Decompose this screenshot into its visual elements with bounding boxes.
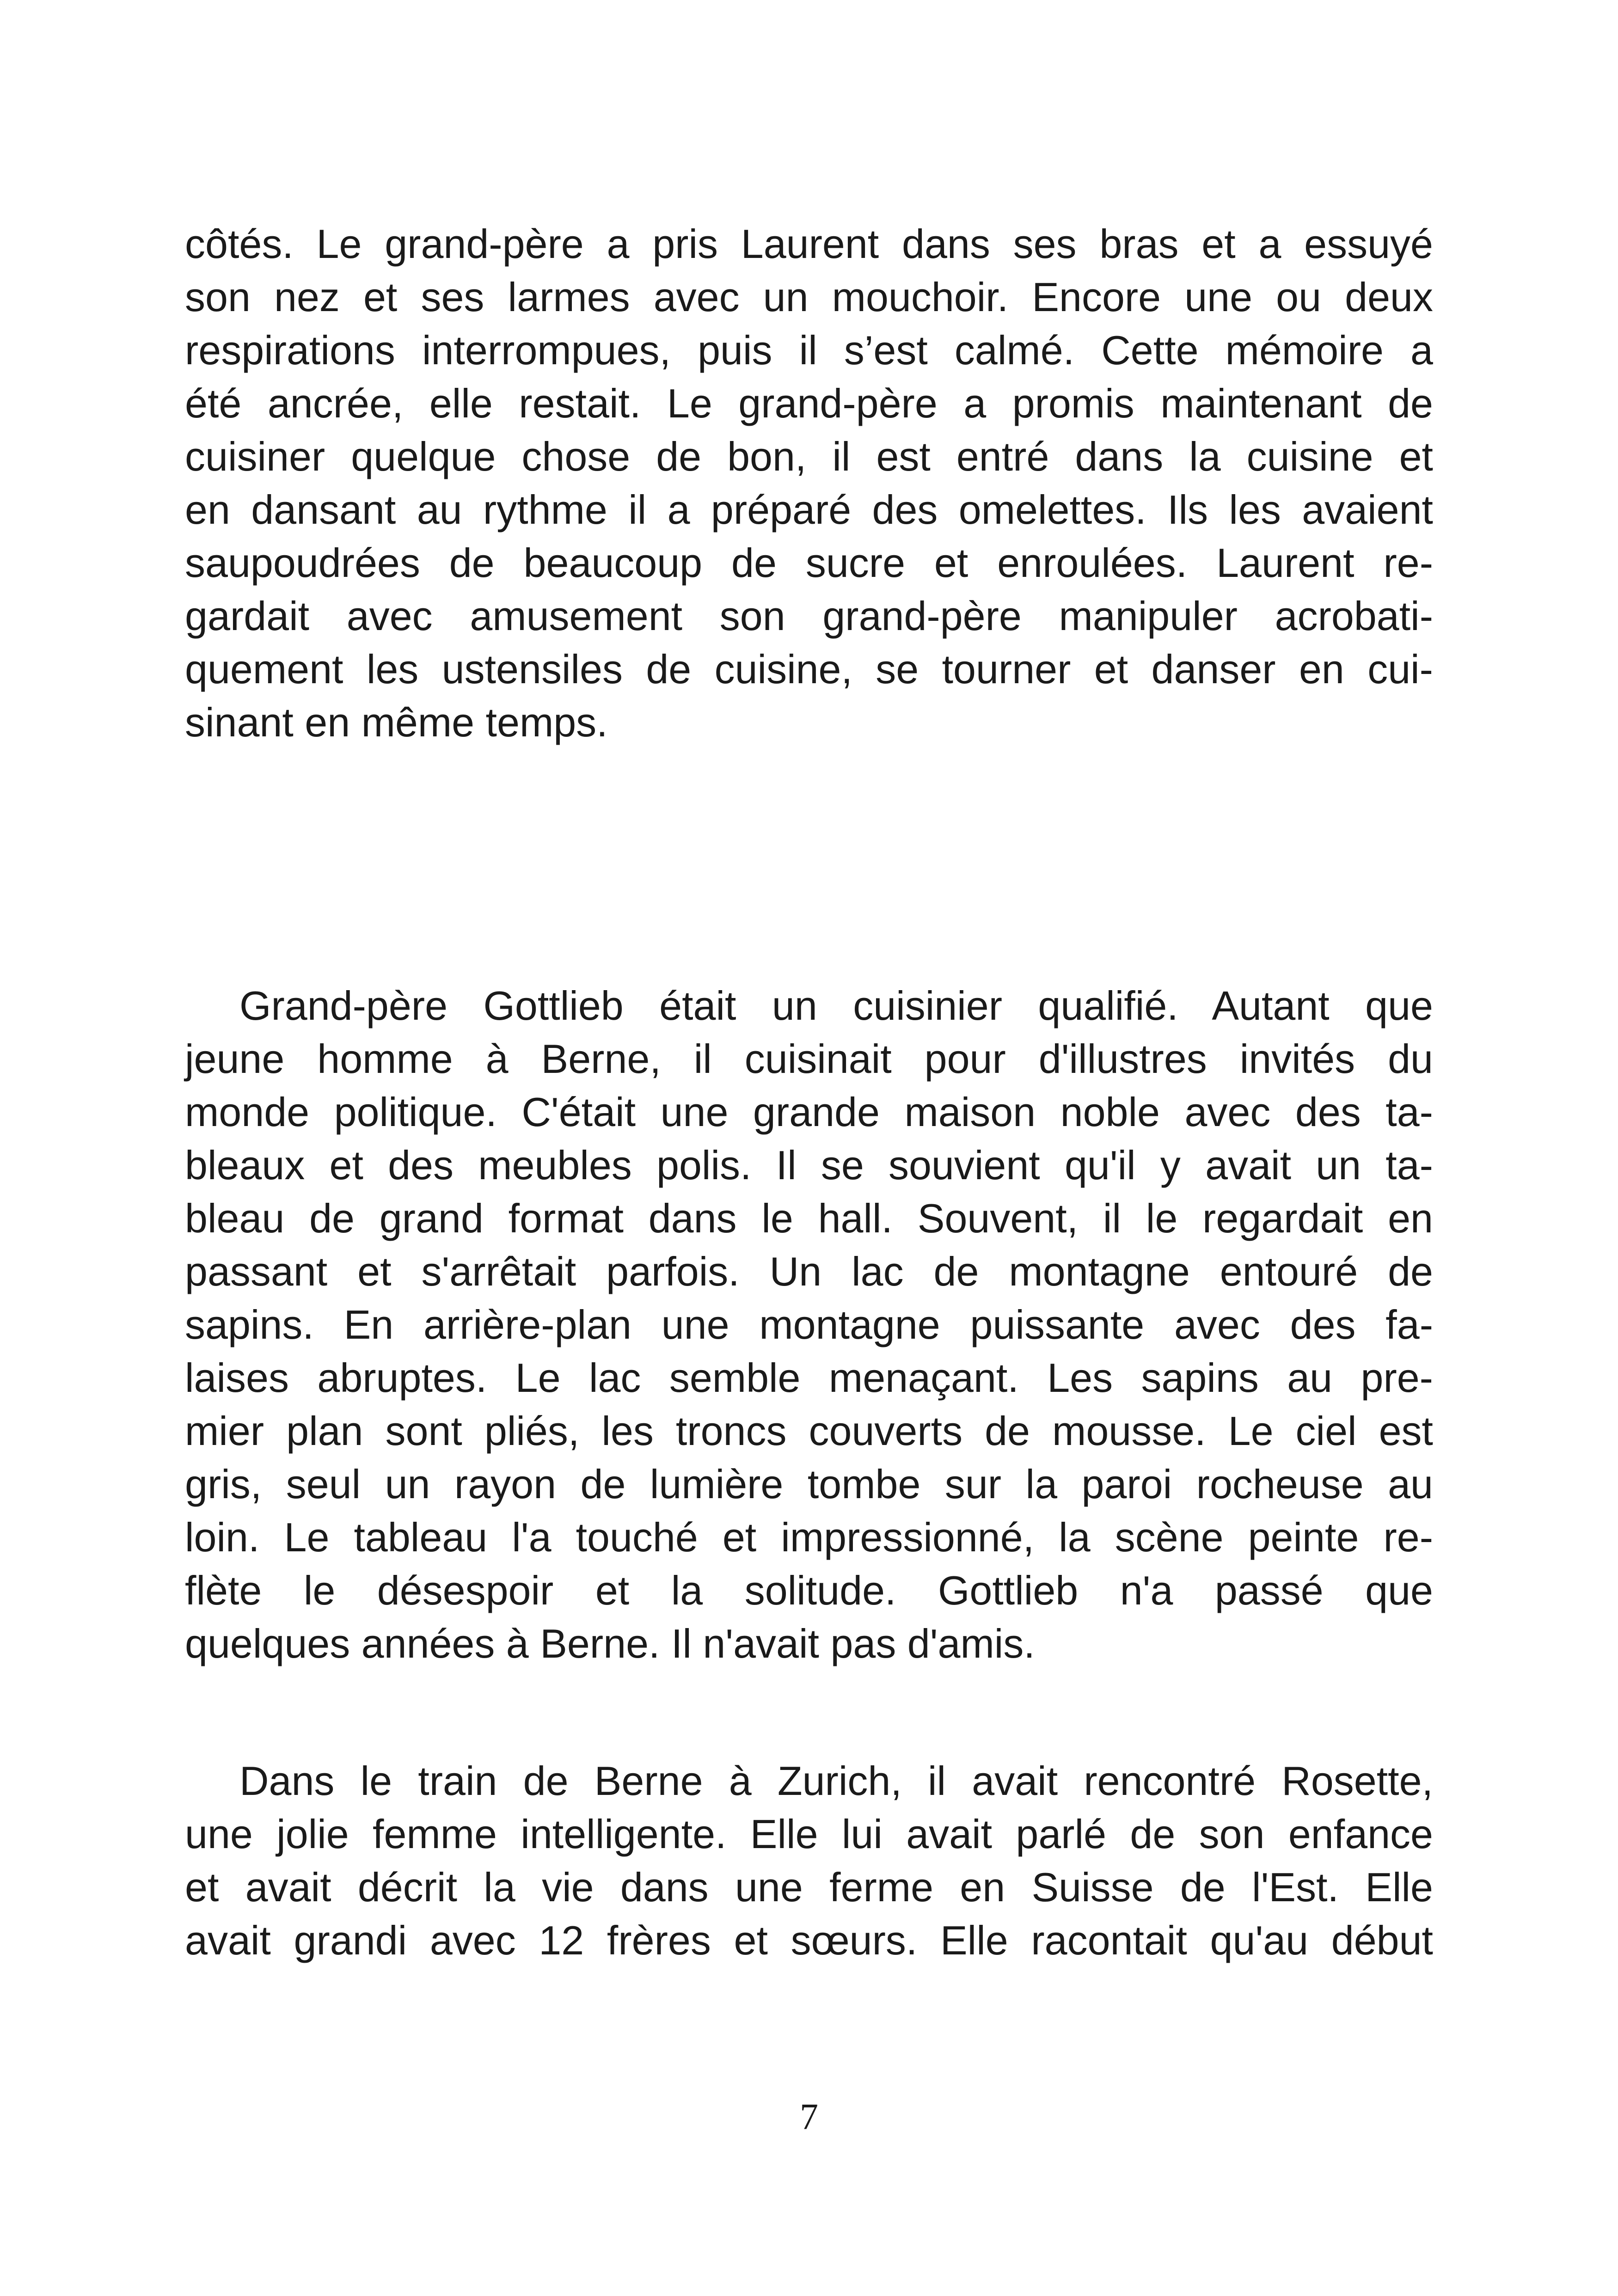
text-line: en dansant au rythme il a préparé des omelettes. Ils les avaient bbox=[185, 487, 1433, 533]
text-line: sapins. En arrière-plan une montagne puissante avec des fa- bbox=[185, 1302, 1433, 1347]
text-line: gardait avec amusement son grand-père manipuler acrobati- bbox=[185, 593, 1433, 639]
text-line: été ancrée, elle restait. Le grand-père a promis maintenant de bbox=[185, 380, 1433, 426]
page-number: 7 bbox=[800, 2097, 818, 2137]
text-line: flète le désespoir et la solitude. Gottlieb n'a passé que bbox=[185, 1567, 1433, 1613]
text-line: bleau de grand format dans le hall. Souvent, il le regardait en bbox=[185, 1195, 1433, 1241]
text-line: bleaux et des meubles polis. Il se souvient qu'il y avait un ta- bbox=[185, 1142, 1433, 1188]
text-line: sinant en même temps. bbox=[185, 699, 608, 745]
text-line: mier plan sont pliés, les troncs couverts de mousse. Le ciel est bbox=[185, 1408, 1433, 1454]
text-line: et avait décrit la vie dans une ferme en Suisse de l'Est. Elle bbox=[185, 1864, 1433, 1910]
text-line: jeune homme à Berne, il cuisinait pour d'illustres invités du bbox=[185, 1036, 1433, 1082]
text-line: respirations interrompues, puis il s’est calmé. Cette mémoire a bbox=[185, 327, 1433, 373]
text-line: Dans le train de Berne à Zurich, il avait rencontré Rosette, bbox=[239, 1758, 1433, 1804]
text-line: son nez et ses larmes avec un mouchoir. Encore une ou deux bbox=[185, 274, 1433, 320]
text-line: laises abruptes. Le lac semble menaçant. Les sapins au pre- bbox=[185, 1355, 1433, 1401]
text-line: cuisiner quelque chose de bon, il est entré dans la cuisine et bbox=[185, 434, 1433, 479]
text-line: passant et s'arrêtait parfois. Un lac de montagne entouré de bbox=[185, 1249, 1433, 1294]
text-line: une jolie femme intelligente. Elle lui avait parlé de son enfance bbox=[185, 1811, 1433, 1857]
text-line: quement les ustensiles de cuisine, se tourner et danser en cui- bbox=[185, 646, 1433, 692]
text-line: avait grandi avec 12 frères et sœurs. Elle racontait qu'au début bbox=[185, 1917, 1433, 1963]
text-line: loin. Le tableau l'a touché et impressionné, la scène peinte re- bbox=[185, 1514, 1433, 1560]
text-line: monde politique. C'était une grande maison noble avec des ta- bbox=[185, 1089, 1433, 1135]
text-line: saupoudrées de beaucoup de sucre et enroulées. Laurent re- bbox=[185, 540, 1433, 586]
text-line: côtés. Le grand-père a pris Laurent dans ses bras et a essuyé bbox=[185, 221, 1433, 267]
text-line: Grand-père Gottlieb était un cuisinier qualifié. Autant que bbox=[239, 983, 1433, 1029]
text-line: gris, seul un rayon de lumière tombe sur la paroi rocheuse au bbox=[185, 1461, 1433, 1507]
text-line: quelques années à Berne. Il n'avait pas d'amis. bbox=[185, 1621, 1035, 1666]
